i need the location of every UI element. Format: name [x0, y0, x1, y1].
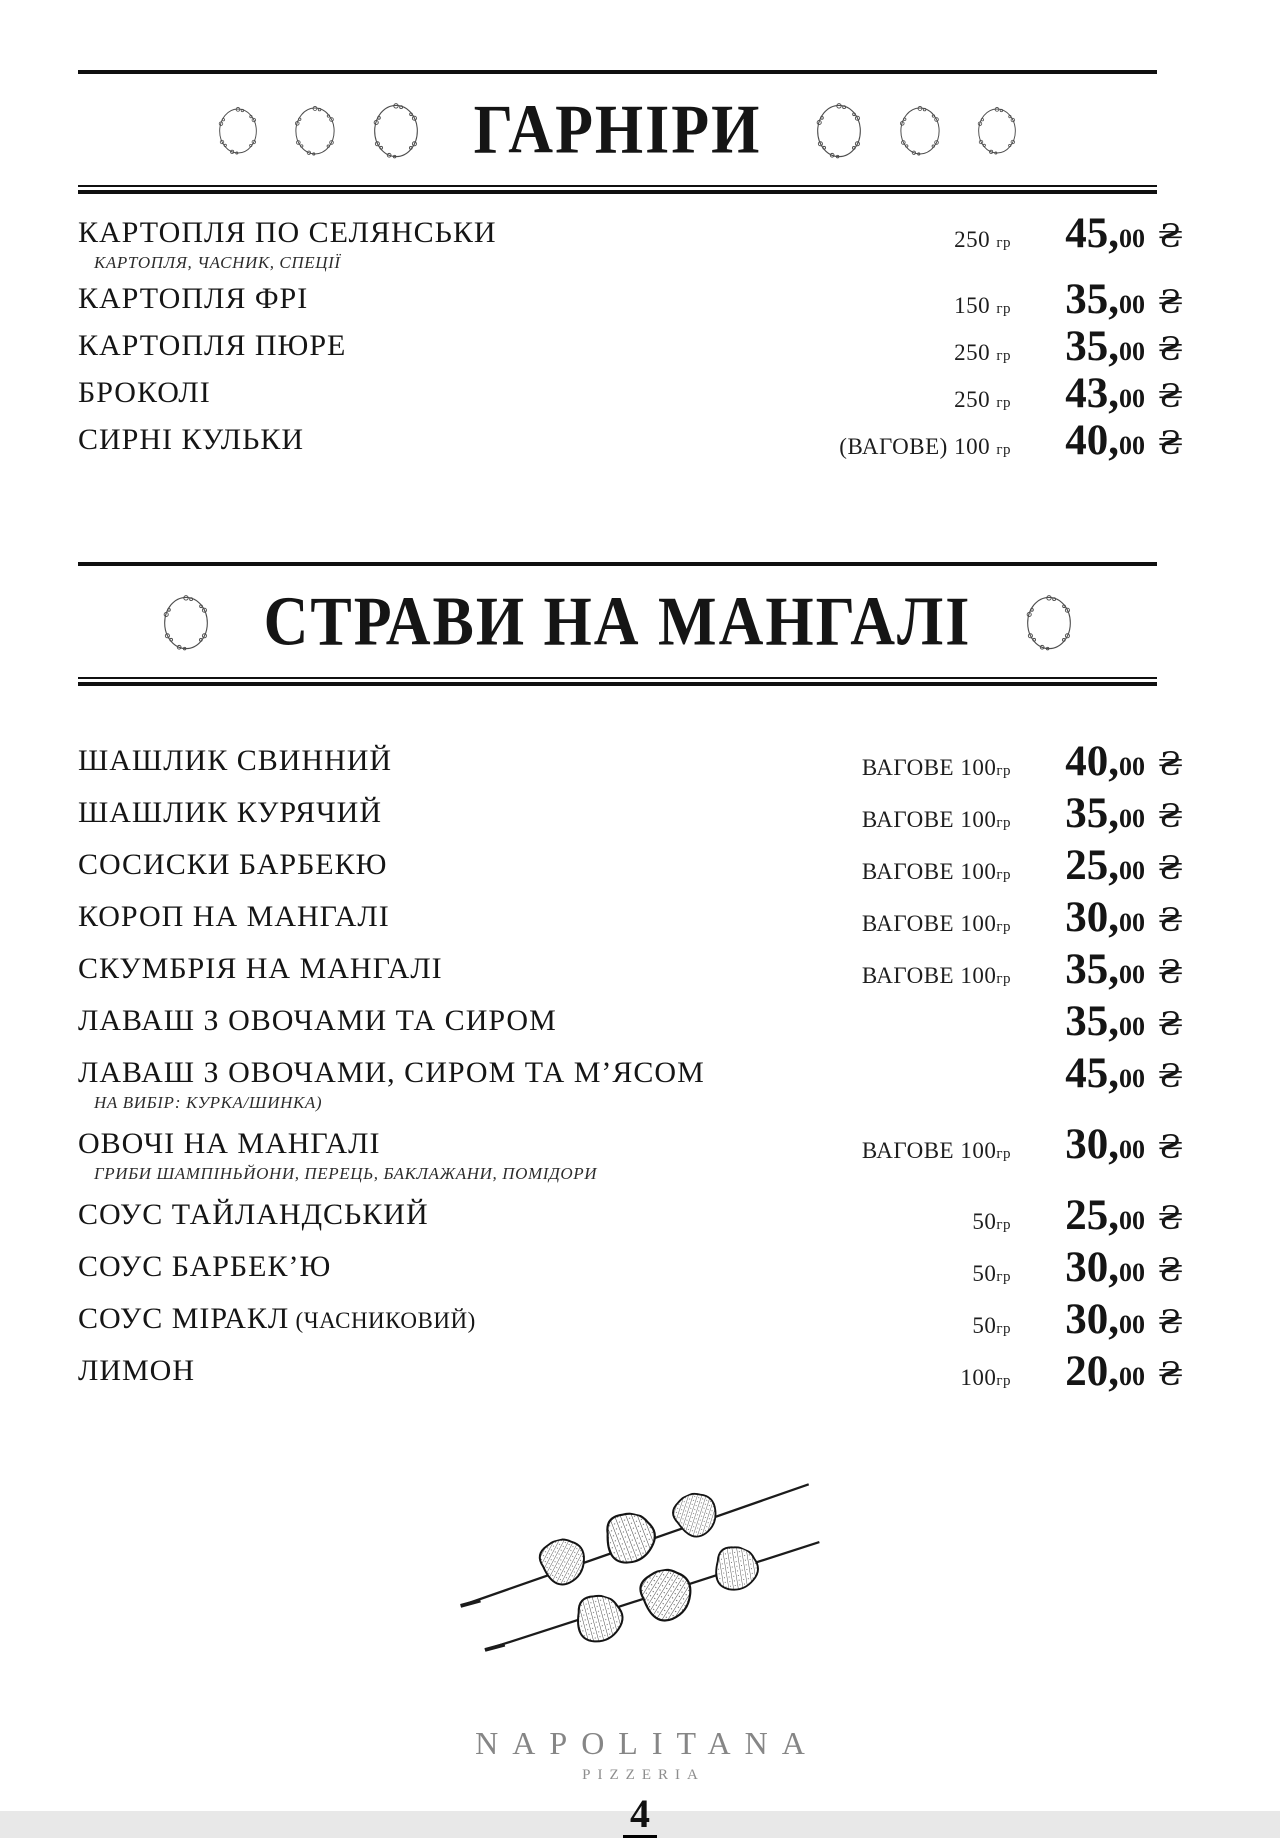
item-price-integer: 30,	[1065, 894, 1119, 942]
currency-symbol: ₴	[1158, 377, 1183, 416]
wreath-circle-icon	[160, 594, 212, 652]
item-weight-unit: гр	[996, 1373, 1011, 1390]
rule-bottom-grill	[78, 677, 1157, 686]
item-name: БРОКОЛІ	[78, 376, 211, 410]
item-weight-unit: гр	[996, 301, 1011, 318]
item-name-block	[78, 423, 839, 457]
item-price-integer: 30,	[1065, 1296, 1119, 1344]
item-name-block	[78, 216, 954, 274]
item-weight-value: 50	[972, 1209, 997, 1235]
item-name-block	[78, 1056, 1027, 1114]
item-name-block	[78, 900, 862, 934]
menu-items-grill	[78, 738, 1188, 1396]
item-pricing	[954, 276, 1188, 324]
item-name-block	[78, 848, 862, 882]
item-name: ШАШЛИК КУРЯЧИЙ	[78, 796, 382, 830]
item-name-block	[78, 1250, 972, 1284]
item-weight-value: 150	[954, 293, 997, 319]
item-weight-unit: гр	[996, 815, 1011, 832]
item-name: СОУС БАРБЕК’Ю	[78, 1250, 332, 1284]
item-price	[1027, 842, 1145, 890]
item-name: ШАШЛИК СВИННИЙ	[78, 744, 393, 778]
section-header-sides	[78, 74, 1157, 185]
item-price-integer: 35,	[1065, 946, 1119, 994]
item-weight-unit: гр	[996, 1146, 1011, 1163]
item-name-note: (ЧАСНИКОВИЙ)	[289, 1308, 476, 1334]
page-content	[78, 0, 1183, 1396]
item-price	[1027, 790, 1145, 838]
item-weight-unit: гр	[996, 395, 1011, 412]
item-pricing	[861, 946, 1188, 994]
item-price-integer: 45,	[1065, 1050, 1119, 1098]
item-weight	[972, 1209, 1011, 1235]
currency-symbol: ₴	[1158, 1303, 1183, 1342]
item-weight	[972, 1261, 1011, 1287]
item-price-integer: 40,	[1065, 738, 1119, 786]
wreath-ornament-group-right	[813, 102, 1019, 160]
item-price-fraction: 00	[1119, 290, 1145, 320]
item-price	[1027, 1348, 1145, 1396]
wreath-circle-icon	[897, 105, 943, 157]
item-pricing	[861, 894, 1188, 942]
item-weight-unit: гр	[996, 867, 1011, 884]
item-price	[1027, 1121, 1145, 1169]
meat-chunks-top	[536, 1487, 723, 1589]
item-name-block	[78, 1302, 972, 1336]
section-band-grill	[78, 562, 1157, 686]
item-name: КАРТОПЛЯ ФРІ	[78, 282, 309, 316]
menu-item-row	[78, 1296, 1188, 1344]
item-price	[1027, 998, 1145, 1046]
item-weight	[960, 1365, 1011, 1391]
menu-item-row	[78, 1244, 1188, 1292]
item-price	[1027, 946, 1145, 994]
item-price-integer: 30,	[1065, 1244, 1119, 1292]
item-pricing	[1027, 1050, 1188, 1098]
shish-kebab-skewers-illustration	[450, 1463, 830, 1653]
item-description: КАРТОПЛЯ, ЧАСНИК, СПЕЦІЇ	[94, 253, 341, 273]
item-price	[1027, 276, 1145, 324]
item-price	[1027, 738, 1145, 786]
menu-item-row	[78, 276, 1188, 324]
item-name-block	[78, 376, 954, 410]
item-name-block	[78, 1127, 862, 1185]
wreath-circle-icon	[292, 105, 338, 157]
item-weight-value: ВАГОВЕ 100	[861, 807, 997, 833]
item-weight	[862, 1138, 1011, 1164]
item-price-fraction: 00	[1119, 960, 1145, 990]
item-price-fraction: 00	[1119, 224, 1145, 254]
item-weight-value: ВАГОВЕ 100	[861, 755, 997, 781]
item-price-integer: 40,	[1065, 417, 1119, 465]
item-name-block	[78, 1198, 972, 1232]
item-name-block	[78, 1354, 960, 1388]
item-price-integer: 25,	[1065, 842, 1119, 890]
item-weight-value: 100	[960, 1365, 997, 1391]
currency-symbol: ₴	[1158, 953, 1183, 992]
item-price	[1027, 323, 1145, 371]
item-weight-unit: гр	[996, 1269, 1011, 1286]
currency-symbol: ₴	[1158, 1199, 1183, 1238]
item-name-block	[78, 952, 862, 986]
currency-symbol: ₴	[1158, 1355, 1183, 1394]
menu-item-row	[78, 370, 1188, 418]
currency-symbol: ₴	[1158, 283, 1183, 322]
item-price-integer: 45,	[1065, 210, 1119, 258]
item-price-integer: 20,	[1065, 1348, 1119, 1396]
item-weight-unit: гр	[996, 348, 1011, 365]
currency-symbol: ₴	[1158, 901, 1183, 940]
section-title-sides: ГАРНІРИ	[473, 91, 762, 169]
item-price-integer: 35,	[1065, 323, 1119, 371]
item-price-fraction: 00	[1119, 1012, 1145, 1042]
item-price	[1027, 210, 1145, 258]
item-weight-unit: гр	[996, 971, 1011, 988]
item-weight-unit: гр	[996, 919, 1011, 936]
item-weight	[954, 293, 1011, 319]
menu-item-row	[78, 210, 1188, 274]
item-name: ЛИМОН	[78, 1354, 196, 1388]
wreath-circle-icon	[370, 102, 422, 160]
item-pricing	[972, 1192, 1188, 1240]
item-price-fraction: 00	[1119, 908, 1145, 938]
item-price-fraction: 00	[1119, 1064, 1145, 1094]
currency-symbol: ₴	[1158, 1128, 1183, 1167]
item-price-fraction: 00	[1119, 1135, 1145, 1165]
item-description: ГРИБИ ШАМПІНЬЙОНИ, ПЕРЕЦЬ, БАКЛАЖАНИ, ПОМІДОРИ	[94, 1164, 598, 1184]
menu-item-row	[78, 323, 1188, 371]
item-price-integer: 30,	[1065, 1121, 1119, 1169]
section-header-grill	[78, 566, 1157, 677]
item-weight	[954, 227, 1011, 253]
item-pricing	[1027, 998, 1188, 1046]
brand-subtitle: PIZZERIA	[582, 1767, 705, 1784]
item-price-fraction: 00	[1119, 804, 1145, 834]
page-number: 4	[623, 1794, 657, 1838]
item-weight-unit: гр	[996, 235, 1011, 252]
item-pricing	[954, 210, 1188, 258]
wreath-circle-icon	[1023, 594, 1075, 652]
currency-symbol: ₴	[1158, 1057, 1183, 1096]
item-weight-value: 50	[972, 1261, 997, 1287]
item-price-integer: 35,	[1065, 276, 1119, 324]
item-price-fraction: 00	[1119, 337, 1145, 367]
item-weight	[862, 859, 1011, 885]
menu-item-row	[78, 1121, 1188, 1185]
item-price	[1027, 1050, 1145, 1098]
item-weight-value: ВАГОВЕ 100	[861, 911, 997, 937]
item-weight-value: ВАГОВЕ 100	[861, 1138, 997, 1164]
item-price	[1027, 894, 1145, 942]
item-pricing	[954, 370, 1188, 418]
menu-item-row	[78, 1348, 1188, 1396]
item-name: СОСИСКИ БАРБЕКЮ	[78, 848, 388, 882]
item-description: НА ВИБІР: КУРКА/ШИНКА)	[94, 1093, 323, 1113]
item-weight-value: (ВАГОВЕ) 100	[839, 434, 997, 460]
section-band-sides	[78, 70, 1157, 194]
menu-item-row	[78, 417, 1188, 465]
item-price-integer: 35,	[1065, 998, 1119, 1046]
item-pricing	[972, 1244, 1188, 1292]
item-name: СИРНІ КУЛЬКИ	[78, 423, 305, 457]
item-price-fraction: 00	[1119, 856, 1145, 886]
item-name-block	[78, 329, 954, 363]
item-price-fraction: 00	[1119, 1206, 1145, 1236]
item-weight	[954, 387, 1011, 413]
item-name: СКУМБРІЯ НА МАНГАЛІ	[78, 952, 443, 986]
item-weight-value: 250	[954, 340, 997, 366]
page-number-wrap	[0, 1791, 1280, 1838]
item-price	[1027, 1244, 1145, 1292]
currency-symbol: ₴	[1158, 797, 1183, 836]
item-price-integer: 43,	[1065, 370, 1119, 418]
item-pricing	[861, 1121, 1188, 1169]
item-pricing	[861, 790, 1188, 838]
item-name: СОУС ТАЙЛАНДСЬКИЙ	[78, 1198, 429, 1232]
brand-name: NAPOLITANA	[475, 1725, 819, 1762]
item-pricing	[861, 738, 1188, 786]
item-price-integer: 35,	[1065, 790, 1119, 838]
item-price	[1027, 370, 1145, 418]
menu-item-row	[78, 1050, 1188, 1114]
wreath-circle-icon	[975, 106, 1019, 156]
item-price-fraction: 00	[1119, 1258, 1145, 1288]
item-price-integer: 25,	[1065, 1192, 1119, 1240]
item-weight-unit: гр	[996, 1217, 1011, 1234]
item-weight-value: 50	[972, 1313, 997, 1339]
menu-item-row	[78, 790, 1188, 838]
item-weight	[862, 911, 1011, 937]
menu-items-sides	[78, 210, 1188, 465]
currency-symbol: ₴	[1158, 424, 1183, 463]
item-weight-unit: гр	[996, 1321, 1011, 1338]
currency-symbol: ₴	[1158, 1005, 1183, 1044]
item-price	[1027, 1192, 1145, 1240]
item-price	[1027, 417, 1145, 465]
item-name: КОРОП НА МАНГАЛІ	[78, 900, 390, 934]
item-pricing	[972, 1296, 1188, 1344]
item-weight	[972, 1313, 1011, 1339]
item-name: ЛАВАШ З ОВОЧАМИ, СИРОМ ТА М’ЯСОМ	[78, 1056, 705, 1090]
item-price	[1027, 1296, 1145, 1344]
item-price-fraction: 00	[1119, 431, 1145, 461]
item-pricing	[861, 842, 1188, 890]
item-name: КАРТОПЛЯ ПО СЕЛЯНСЬКИ	[78, 216, 497, 250]
item-name: ОВОЧІ НА МАНГАЛІ	[78, 1127, 381, 1161]
item-weight-value: ВАГОВЕ 100	[861, 963, 997, 989]
item-weight	[862, 755, 1011, 781]
item-pricing	[954, 323, 1188, 371]
item-name-block	[78, 744, 862, 778]
wreath-circle-icon	[216, 106, 260, 156]
currency-symbol: ₴	[1158, 745, 1183, 784]
item-weight	[862, 963, 1011, 989]
item-price-fraction: 00	[1119, 1362, 1145, 1392]
wreath-ornament-group-left	[216, 102, 422, 160]
item-weight	[954, 340, 1011, 366]
item-name: КАРТОПЛЯ ПЮРЕ	[78, 329, 347, 363]
item-weight-value: 250	[954, 387, 997, 413]
item-weight-unit: гр	[996, 763, 1011, 780]
currency-symbol: ₴	[1158, 330, 1183, 369]
wreath-circle-icon	[813, 102, 865, 160]
menu-item-row	[78, 842, 1188, 890]
item-name: СОУС МІРАКЛ	[78, 1302, 290, 1336]
item-weight-value: ВАГОВЕ 100	[861, 859, 997, 885]
section-title-grill: СТРАВИ НА МАНГАЛІ	[263, 583, 972, 661]
item-price-fraction: 00	[1119, 752, 1145, 782]
item-weight-value: 250	[954, 227, 997, 253]
item-name: ЛАВАШ З ОВОЧАМИ ТА СИРОМ	[78, 1004, 557, 1038]
item-name-block	[78, 282, 954, 316]
menu-item-row	[78, 1192, 1188, 1240]
item-pricing	[839, 417, 1188, 465]
item-price-fraction: 00	[1119, 384, 1145, 414]
menu-item-row	[78, 894, 1188, 942]
item-pricing	[960, 1348, 1188, 1396]
currency-symbol: ₴	[1158, 217, 1183, 256]
menu-item-row	[78, 946, 1188, 994]
item-name-block	[78, 1004, 1027, 1038]
brand-block	[0, 1724, 1280, 1784]
menu-item-row	[78, 998, 1188, 1046]
item-weight	[862, 807, 1011, 833]
item-weight	[839, 434, 1011, 460]
currency-symbol: ₴	[1158, 1251, 1183, 1290]
rule-bottom-sides	[78, 185, 1157, 194]
item-weight-unit: гр	[996, 442, 1011, 459]
menu-item-row	[78, 738, 1188, 786]
currency-symbol: ₴	[1158, 849, 1183, 888]
item-price-fraction: 00	[1119, 1310, 1145, 1340]
item-name-block	[78, 796, 862, 830]
footer-illustration-wrap	[0, 1463, 1280, 1658]
